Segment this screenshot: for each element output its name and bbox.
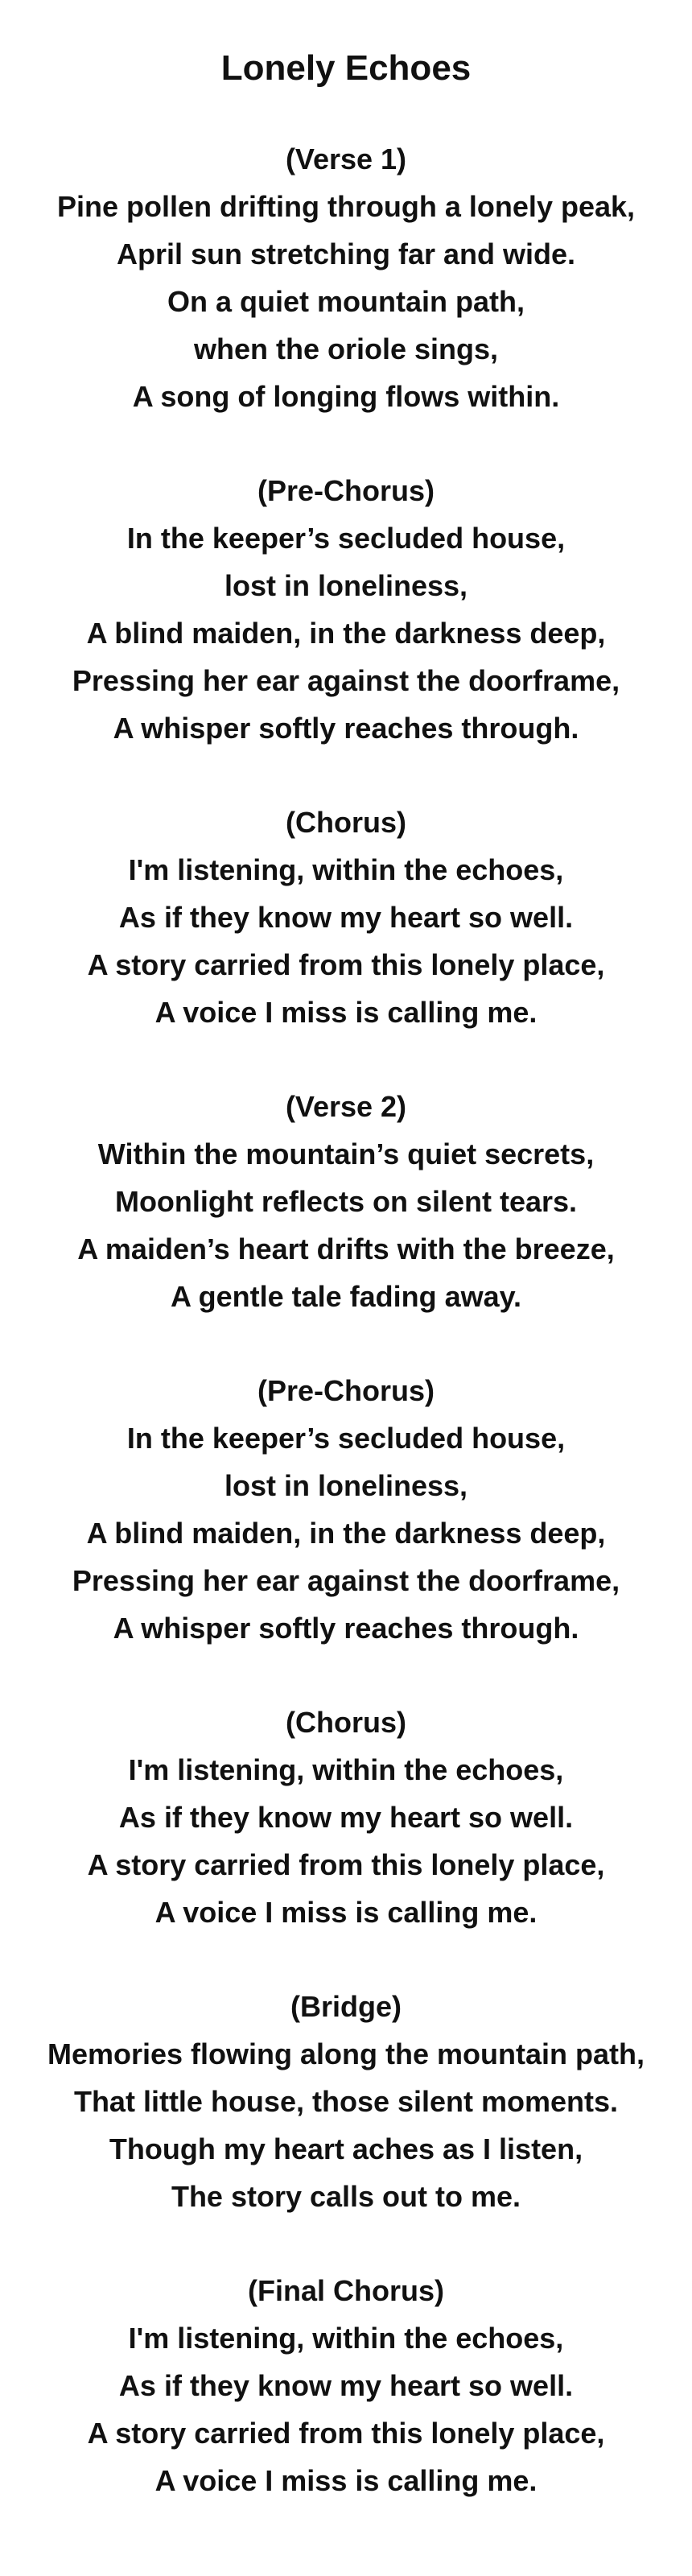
lyric-line: I'm listening, within the echoes, — [128, 2322, 564, 2355]
lyric-section — [0, 2267, 692, 2504]
lyric-line: As if they know my heart so well. — [118, 901, 574, 934]
song-title: Lonely Echoes — [220, 48, 472, 88]
section-heading: (Chorus) — [286, 806, 406, 839]
lyric-line: April sun stretching far and wide. — [116, 237, 576, 270]
lyric-line: lost in loneliness, — [224, 569, 468, 602]
section-heading: (Verse 2) — [285, 1090, 407, 1123]
lyrics-body — [0, 135, 692, 2504]
section-heading: (Final Chorus) — [248, 2274, 444, 2307]
section-heading: (Pre-Chorus) — [257, 1374, 435, 1407]
lyric-line: Though my heart aches as I listen, — [109, 2132, 583, 2165]
lyric-section — [0, 1699, 692, 1936]
lyric-line: Memories flowing along the mountain path, — [47, 2037, 645, 2070]
lyric-line: In the keeper’s secluded house, — [126, 1422, 566, 1455]
lyric-line: Pine pollen drifting through a lonely peak, — [56, 190, 636, 223]
lyric-line: A story carried from this lonely place, — [87, 2417, 605, 2450]
lyric-line: A maiden’s heart drifts with the breeze, — [77, 1232, 615, 1265]
lyric-line: Pressing her ear against the doorframe, — [72, 664, 620, 697]
lyric-line: Within the mountain’s quiet secrets, — [97, 1137, 595, 1170]
lyric-line: As if they know my heart so well. — [118, 2369, 574, 2402]
lyric-line: In the keeper’s secluded house, — [126, 522, 566, 555]
lyric-line: A gentle tale fading away. — [170, 1280, 522, 1313]
lyric-section — [0, 1367, 692, 1652]
lyric-line: A whisper softly reaches through. — [113, 712, 579, 745]
lyric-line: That little house, those silent moments. — [73, 2085, 619, 2118]
section-heading: (Bridge) — [290, 1990, 402, 2023]
lyric-section — [0, 799, 692, 1036]
lyric-line: A song of longing flows within. — [132, 380, 560, 413]
lyric-line: A blind maiden, in the darkness deep, — [86, 617, 606, 650]
lyric-line: A story carried from this lonely place, — [87, 1848, 605, 1881]
lyric-line: Pressing her ear against the doorframe, — [72, 1564, 620, 1597]
section-heading: (Pre-Chorus) — [257, 474, 435, 507]
lyric-line: A blind maiden, in the darkness deep, — [86, 1517, 606, 1550]
lyric-line: I'm listening, within the echoes, — [128, 853, 564, 886]
lyric-line: Moonlight reflects on silent tears. — [114, 1185, 578, 1218]
lyric-line: lost in loneliness, — [224, 1469, 468, 1502]
lyric-line: As if they know my heart so well. — [118, 1801, 574, 1834]
lyric-line: I'm listening, within the echoes, — [128, 1753, 564, 1786]
lyric-line: A voice I miss is calling me. — [154, 2464, 538, 2497]
lyric-section — [0, 1983, 692, 2220]
lyric-section — [0, 135, 692, 420]
lyric-section — [0, 1083, 692, 1320]
lyric-line: A whisper softly reaches through. — [113, 1612, 579, 1645]
lyric-line: A story carried from this lonely place, — [87, 948, 605, 981]
lyric-section — [0, 467, 692, 752]
lyric-line: A voice I miss is calling me. — [154, 1896, 538, 1929]
lyric-line: A voice I miss is calling me. — [154, 996, 538, 1029]
section-heading: (Chorus) — [286, 1706, 406, 1739]
lyric-line: The story calls out to me. — [171, 2180, 521, 2213]
section-heading: (Verse 1) — [285, 142, 407, 175]
lyric-line: when the oriole sings, — [193, 332, 499, 365]
lyric-line: On a quiet mountain path, — [167, 285, 525, 318]
